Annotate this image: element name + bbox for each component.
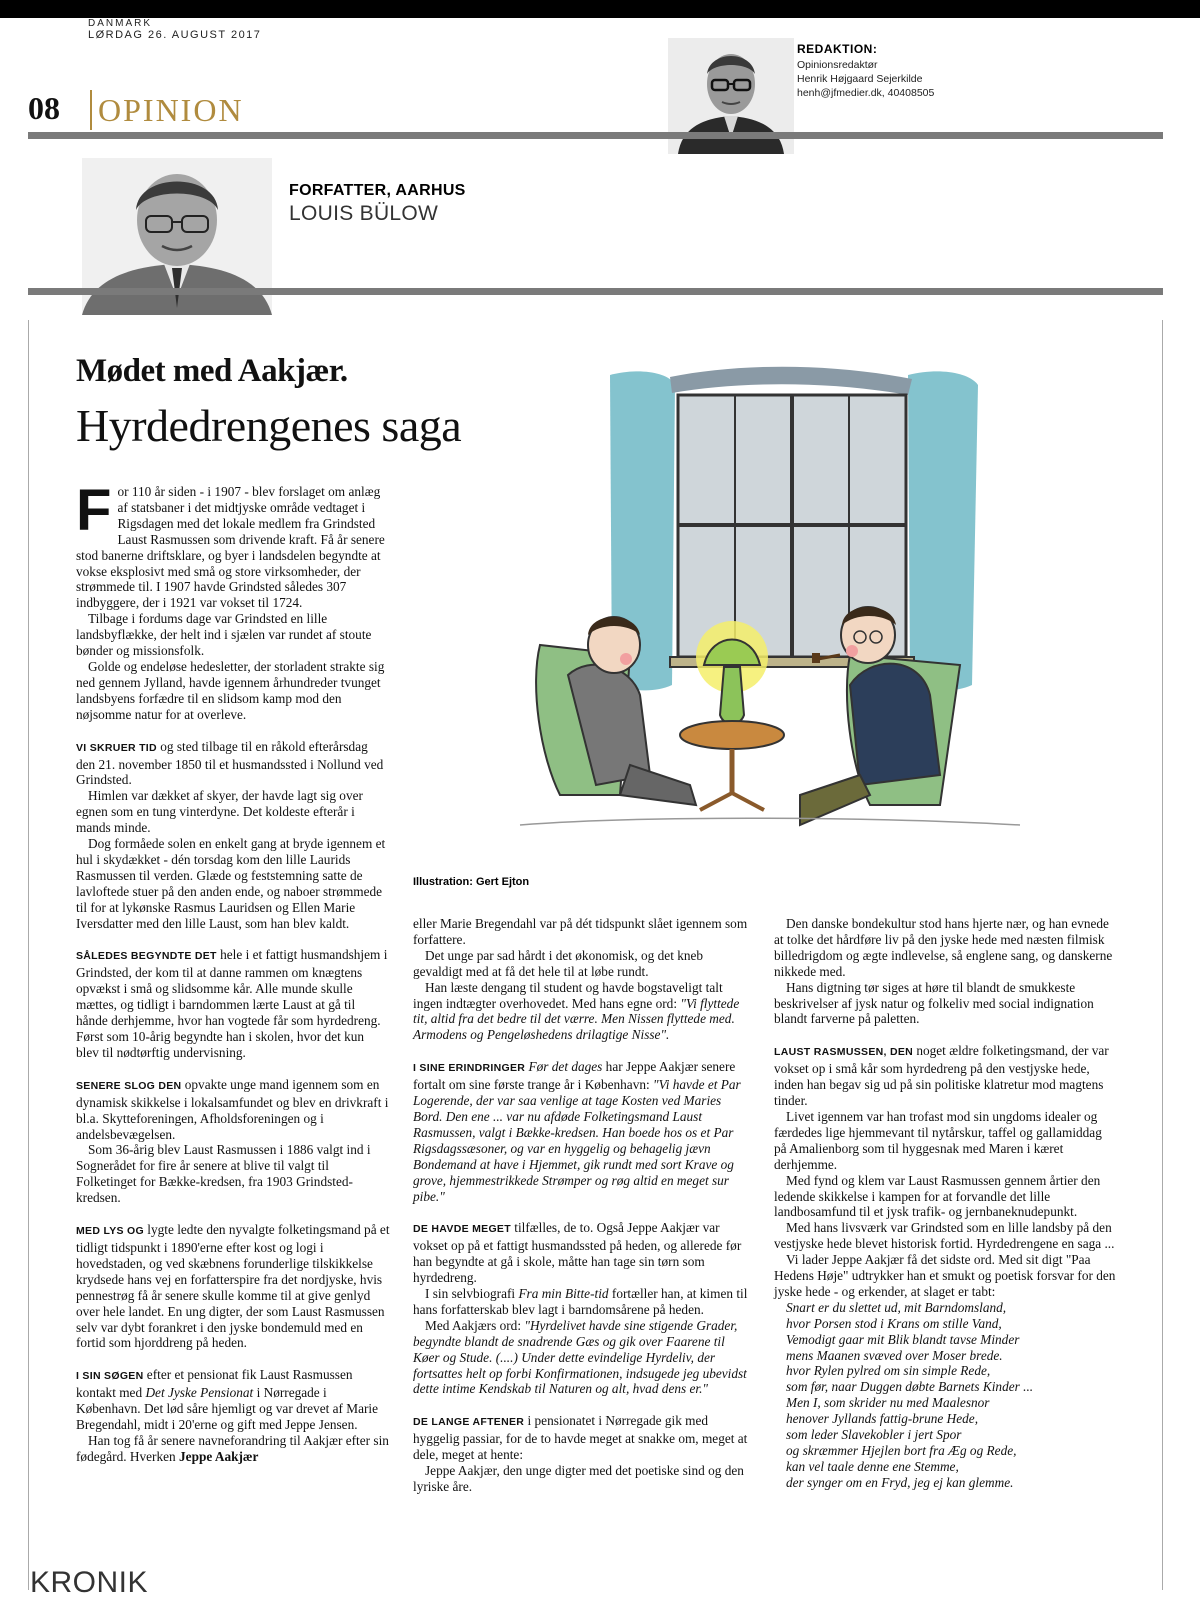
paragraph-italic: Før det dages [525, 1059, 603, 1075]
paragraph-lead: LAUST RASMUSSEN, DEN [774, 1046, 914, 1059]
paragraph: Golde og endeløse hedesletter, der storladent strakte sig ned gennem Jylland, havde igennem århundreder tvunget landsbyens forfædre til en slidsom kamp mod den nøjsomme natur for at overleve. [76, 658, 385, 722]
paragraph: tilfælles, de to. Også Jeppe Aakjær var vokset op på et fattigt husmandssted på heden, og allerede før han begyndte at gå i skole, måtte han tage sin tørn som hyrdedreng. [413, 1220, 742, 1286]
paragraph: Hans digtning tør siges at høre til blandt de smukkeste beskrivelser af jysk natur og folkeliv med social indignation blandt farverne på paletten. [774, 979, 1094, 1027]
headline-main: Hyrdedrengenes saga [76, 400, 462, 451]
paragraph: lygte ledte den nyvalgte folketingsmand på et tidligt tidspunkt i 1890'erne efter kost og logi i hovedstaden, og ved skæbnens forunderlige tilskikkelse krydsede hans vej en forfatterspire fra det nordjyske, hvis pennestrøg få år senere skulle komme til at give genlyd over hele landet. En ung digter, der som Laust Rasmussen selv var dybt forankret i den jyske bondemuld med en fortid som hjorddreng på heden. [76, 1222, 390, 1351]
poem-line: hvor Rylen pylred om sin simple Rede, [786, 1363, 991, 1379]
article-column-2 [413, 916, 753, 1495]
paragraph-lead: SÅLEDES BEGYNDTE DET [76, 950, 217, 963]
paragraph: Med fynd og klem var Laust Rasmussen gennem årtier den ledende skikkelse i kampen for at forvandle det lille landbosamfund til et jysk trafik- og jernbaneknudepunkt. [774, 1172, 1101, 1220]
paragraph: i pensionatet i Nørregade gik med hyggelig passiar, for de to havde meget at snakke om, meget at dele, meget at hente: [413, 1413, 748, 1463]
redaktion-title: REDAKTION: [797, 42, 878, 56]
footer-section-label: KRONIK [30, 1566, 149, 1599]
paragraph-lead: DE LANGE AFTENER [413, 1416, 525, 1429]
paragraph: Med Aakjærs ord: [425, 1317, 525, 1333]
paragraph: or 110 år siden - i 1907 - blev forslaget om anlæg af statsbaner i det midtjyske område vedtaget i Rigsdagen med det lokale medlem fra Grindsted Laust Rasmussen som drivende kraft. Få år senere stod banerne driftsklare, og byer i landsdelen begyndte at vokse eksplosivt med små og store virksomheder, der strømmede til. I 1907 havde Grindsted således 307 indbyggere, der i 1921 var vokset til 1724. [76, 484, 385, 611]
header-rule [28, 132, 1163, 139]
paragraph: Jeppe Aakjær, den unge digter med det poetiske sind og den lyriske åre. [413, 1463, 744, 1494]
illustration [500, 355, 1030, 868]
paragraph: Vi lader Jeppe Aakjær få det sidste ord. Med sit digt "Paa Hedens Høje" udtrykker han et smukt og poetisk forsvar for den jyske hede - og erkender, at slaget er tabt: [774, 1252, 1116, 1299]
article-column-1 [76, 478, 390, 1465]
paragraph: har Jeppe Aakjær senere fortalt om sine første trange år i København: [413, 1059, 736, 1093]
poem-line: henover Jyllands fattig-brune Hede, [786, 1411, 979, 1427]
paragraph: Med hans livsværk var Grindsted som en lille landsby på den vestjyske hede blevet historisk fortid. Hyrdedrengene en saga ... [774, 1220, 1115, 1252]
headline-kicker: Mødet med Aakjær. [76, 353, 348, 389]
paragraph: Den danske bondekultur stod hans hjerte nær, og han evnede at tolke det hårdføre liv på den jyske hede med næsten filmisk billedrigdom og ægte indlevelse, så englene sang, og danskerne nikkede med. [774, 916, 1113, 979]
poem-line: kan vel taale denne ene Stemme, [786, 1458, 959, 1474]
redaktion-contact[interactable]: henh@jfmedier.dk, 40408505 [797, 87, 935, 99]
paragraph: og sted tilbage til en råkold efterårsdag den 21. november 1850 til et husmandssted i Nollund ved Grindsted. [76, 738, 384, 788]
paragraph: Tilbage i fordums dage var Grindsted en lille landsbyflække, der helt ind i sjælen var rundet af stoute bønder og missionsfolk. [76, 611, 372, 659]
poem [774, 1300, 1116, 1491]
paragraph: Han tog få år senere navneforandring til Aakjær efter sin fødegård. Hverken [76, 1432, 389, 1464]
region-label: DANMARK [88, 18, 153, 29]
paragraph: Som 36-årig blev Laust Rasmussen i 1886 valgt ind i Sognerådet for fire år senere at blive til valgt til Folketinget for Bække-kredsen, fra 1903 Grindsted-kredsen. [76, 1142, 371, 1206]
paragraph-lead: SENERE SLOG DEN [76, 1079, 182, 1092]
redaktion-role: Opinionsredaktør [797, 59, 878, 71]
section-title: OPINION [90, 90, 244, 130]
newspaper-page [0, 18, 1200, 1614]
paragraph-lead: DE HAVDE MEGET [413, 1223, 511, 1236]
paragraph-lead: I SIN SØGEN [76, 1370, 144, 1383]
page-number: 08 [28, 90, 60, 126]
paragraph-italic: "Vi flyttede tit, altid fra det bedre til det værre. Men Nissen flyttede med. Armodens og Pengeløshedens drilagtige Nisse". [413, 995, 740, 1043]
paragraph-italic: "Hyrdelivet havde sine stigende Grader, begyndte blandt de snadrende Gæs og gik over Faarene til Køer og Stude. (....) Under dette evindelige Hyrdeliv, der fortsattes helt op forbi Konfirmationen, indsugede jeg ubevidst dette intime Kendskab til Naturen og alt, hvad dens er." [413, 1317, 747, 1397]
author-role: FORFATTER, AARHUS [289, 182, 466, 199]
paragraph: eller Marie Bregendahl var på dét tidspunkt slået igennem som forfattere. [413, 916, 748, 947]
paragraph-italic: "Vi havde et Par Logerende, der var saa venlige at tage Kosten ved Maries Bord. Den ene ... var nu afdøde Folketingsmand Laust Rasmussen, valgt i Bække-kredsen. Han boede hos os et Par Rigsdagssæsoner, og var en hyggelig og behagelig jævn Bondemand at have i Hjemmet, gik rundt med sort Krave og grove, hjemmestrikkede Strømper og røg altid en meget sur pibe." [413, 1077, 741, 1204]
poem-line: Men I, som skrider nu med Maalesnor [786, 1395, 990, 1411]
paragraph: fortæller han, at kimen til hans forfatterskab blev lagt i barndomsårene på heden. [413, 1286, 748, 1317]
paragraph: hele i et fattigt husmandshjem i Grindsted, der kom til at danne rammen om knægtens opvækst i små og slidsomme kår. Alle munde skulle mættes, og tidligt i barndommen lærte Laust at gå til hånde derhjemme, hvor han vogtede får som hyrdedreng. Først som 10-årig begyndte han i skolen, hvor det kun blev til nødtørftig undervisning. [76, 947, 388, 1060]
paragraph-italic: Det Jyske Pensionat [145, 1385, 254, 1401]
illustration-caption: Illustration: Gert Ejton [413, 876, 530, 888]
paragraph: efter et pensionat fik Laust Rasmussen kontakt med [76, 1367, 353, 1401]
paragraph-lead: I SINE ERINDRINGER [413, 1062, 526, 1075]
poem-line: hvor Porsen stod i Krans om stille Vand, [786, 1315, 1002, 1331]
paragraph: Det unge par sad hårdt i det økonomisk, og det kneb gevaldigt med at få det hele til at løbe rundt. [413, 947, 704, 979]
poem-line: som leder Slavekobler i jert Spor [786, 1427, 962, 1443]
paragraph: noget ældre folketingsmand, der var vokset op i små kår som hyrdedreng på den vestjyske hede, inden han begav sig ud på sin politiske klatretur mod magtens tinder. [774, 1043, 1109, 1109]
paragraph: opvakte unge mand igennem som en dynamisk skikkelse i lokalsamfundet og blev en drivkraft i bl.a. Skytteforeningen, Afholdsforeningen og i andelsbevægelsen. [76, 1076, 389, 1142]
poem-line: der synger om en Fryd, jeg ej kan glemme. [786, 1474, 1014, 1490]
issue-date: LØRDAG 26. AUGUST 2017 [88, 29, 262, 41]
paragraph: i Nørregade i København. Det lød såre hjemligt og var drevet af Marie Bregendahl, midt i 20'erne og gift med Jeppe Jensen. [76, 1385, 379, 1433]
poem-line: Snart er du slettet ud, mit Barndomsland, [786, 1299, 1007, 1315]
paragraph-lead: MED LYS OG [76, 1225, 144, 1238]
paragraph: I sin selvbiografi [425, 1286, 519, 1302]
paragraph: Dog formåede solen en enkelt gang at bryde igennem et hul i skydækket - dén torsdag kom den lille Laurids Rasmussen til verden. Glæde og feststemning satte de lavloftede stuer på den anden ende, og naboer strømmede til for at lykønske Rasmus Lauridsen og Ellen Marie Iversdatter med den lille Laust, som han blev kaldt. [76, 836, 386, 931]
paragraph: Himlen var dækket af skyer, der havde lagt sig over egnen som en tung vinterdyne. Det koldeste efterår i mands minde. [76, 788, 363, 836]
paragraph: Han læste dengang til student og havde bogstaveligt talt ingen indtægter overhovedet. Med hans egne ord: [413, 979, 723, 1011]
paragraph: Livet igennem var han trofast mod sin ungdoms idealer og færdedes lige hjemmevant til nytårskur, taffel og gallamiddag på Amalienborg som til hyggesnak med Maren i kæret derhjemme. [774, 1108, 1102, 1172]
author-rule [28, 288, 1163, 295]
poem-line: Vemodigt gaar mit Blik blandt tavse Minder [786, 1331, 1020, 1347]
poem-line: som før, naar Duggen døbte Barnets Kinder ... [786, 1379, 1034, 1395]
author-name: LOUIS BÜLOW [289, 202, 439, 225]
paragraph-bold: Jeppe Aakjær [179, 1448, 259, 1464]
poem-line: mens Maanen svæved over Moser brede. [786, 1347, 1003, 1363]
paragraph-italic: Fra min Bitte-tid [518, 1286, 609, 1302]
drop-cap: F [76, 478, 112, 543]
article-column-3 [774, 916, 1116, 1491]
paragraph-lead: VI SKRUER TID [76, 741, 157, 754]
redaktion-name: Henrik Højgaard Sejerkilde [797, 73, 923, 85]
poem-line: og skræmmer Hjejlen bort fra Æg og Rede, [786, 1443, 1017, 1458]
